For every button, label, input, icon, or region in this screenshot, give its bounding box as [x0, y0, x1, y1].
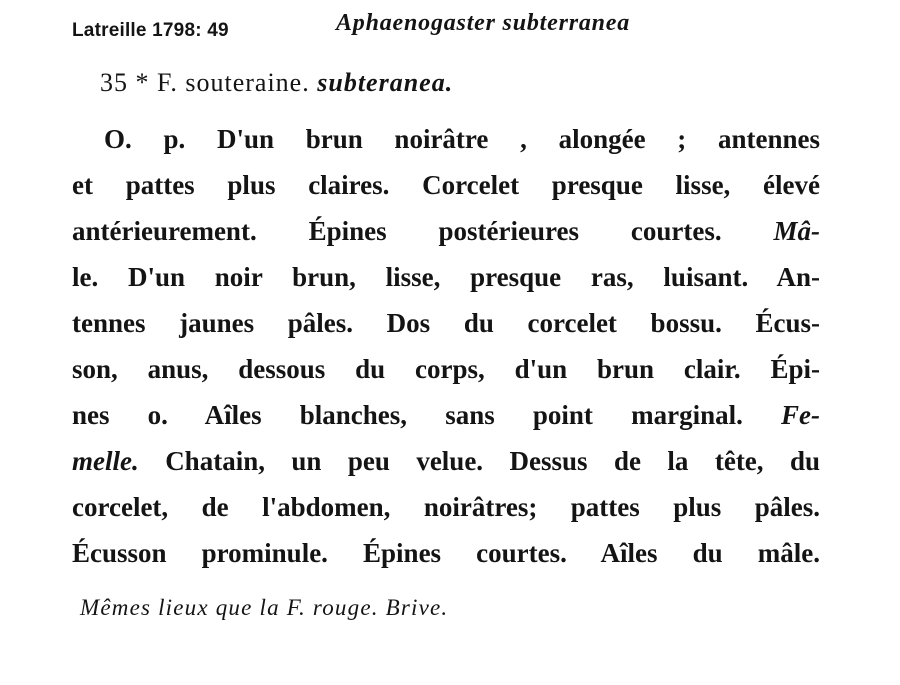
body-line-2: et pattes plus claires. Corcelet presque lisse, élevé: [72, 170, 820, 200]
header-reference: Latreille 1798: 49: [72, 20, 229, 41]
body-line-5: tennes jaunes pâles. Dos du corcelet bossu. Écus-: [72, 308, 820, 338]
body-line-4: le. D'un noir brun, lisse, presque ras, luisant. An-: [72, 262, 820, 292]
female-label-start: Fe-: [781, 400, 820, 430]
body-line-3-text: antérieurement. Épines postérieures courtes.: [72, 216, 722, 246]
body-line-6: son, anus, dessous du corps, d'un brun clair. Épi-: [72, 354, 820, 384]
entry-epithet: subteranea.: [317, 68, 454, 97]
male-label-start: Mâ-: [773, 216, 820, 246]
entry-number-genus: 35 * F. souteraine.: [100, 68, 310, 97]
entry-heading: [100, 68, 453, 98]
body-line-7-text: nes o. Aîles blanches, sans point marginal.: [72, 400, 743, 430]
footer-locality: Mêmes lieux que la F. rouge. Brive.: [80, 595, 449, 620]
body-line-3: [72, 216, 820, 247]
body-line-10: Écusson prominule. Épines courtes. Aîles du mâle.: [72, 538, 820, 568]
body-line-9: corcelet, de l'abdomen, noirâtres; pattes plus pâles.: [72, 492, 820, 522]
body-line-7: [72, 400, 820, 431]
body-line-8: [72, 446, 820, 477]
body-line-8-text: Chatain, un peu velue. Dessus de la tête, du: [165, 446, 821, 476]
female-label-end: melle.: [72, 446, 139, 476]
body-line-1: O. p. D'un brun noirâtre , alongée ; antennes: [104, 124, 820, 154]
header-species-name: Aphaenogaster subterranea: [336, 10, 631, 36]
